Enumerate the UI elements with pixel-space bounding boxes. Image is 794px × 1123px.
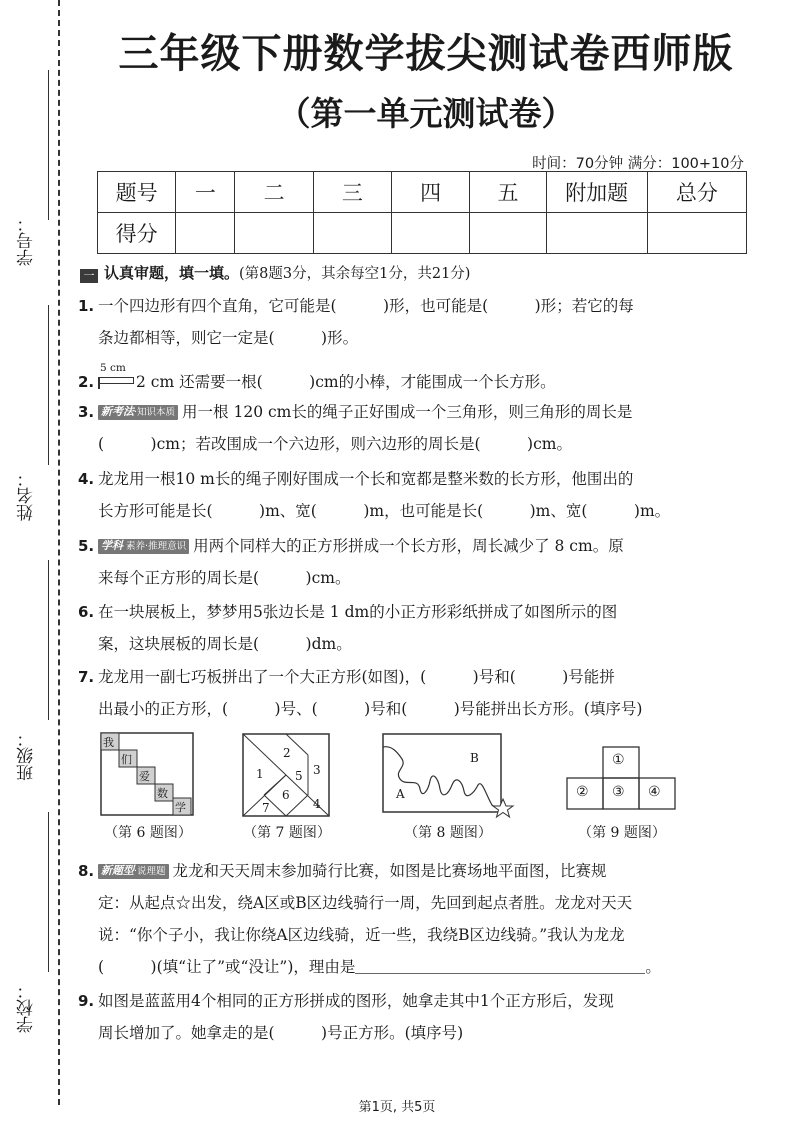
tangram-label: 6 xyxy=(282,788,290,802)
question-text: 用一根 120 cm长的绳子正好围成一个三角形，则三角形的周长是 xyxy=(182,403,633,421)
figure-6-char: 学 xyxy=(175,801,186,814)
question-text: 案，这块展板的周长是( )dm。 xyxy=(98,635,352,653)
school-field xyxy=(14,812,54,1042)
square-label: ② xyxy=(576,784,589,800)
score-header-cell: 二 xyxy=(235,172,313,213)
stick-icon xyxy=(98,377,134,384)
question-number: 8. xyxy=(78,862,95,880)
section-heading xyxy=(80,262,470,283)
score-value-row xyxy=(98,213,747,254)
score-header-cell: 附加题 xyxy=(546,172,647,213)
stick-side-icon xyxy=(98,377,100,389)
question-text: 龙龙用一副七巧板拼出了一个大正方形(如图)，( )号和( )号能拼 xyxy=(98,668,615,686)
school-label: 学校： xyxy=(17,982,37,1033)
question-text: 用两个同样大的正方形拼成一个长方形，周长减少了 8 cm。原 xyxy=(193,537,624,555)
figure-6-char: 数 xyxy=(157,787,168,800)
score-table xyxy=(97,171,747,254)
question-7 xyxy=(78,661,708,725)
reason-answer-line[interactable] xyxy=(355,955,645,974)
binding-dashed-line xyxy=(58,0,60,1105)
question-8 xyxy=(78,855,708,983)
question-text: 。 xyxy=(645,958,661,976)
class-line[interactable] xyxy=(48,560,49,720)
question-2 xyxy=(78,362,708,398)
tangram-label: 2 xyxy=(283,746,291,760)
school-line[interactable] xyxy=(48,812,49,972)
question-number: 1. xyxy=(78,297,95,315)
figure-6-char: 们 xyxy=(121,753,132,766)
name-field xyxy=(14,305,54,535)
score-header-cell: 总分 xyxy=(647,172,746,213)
question-tag: 新题型·说理题 xyxy=(98,864,169,879)
start-star-icon xyxy=(493,799,513,817)
question-text: 长方形可能是长( )m、宽( )m，也可能是长( )m、宽( )m。 xyxy=(98,502,671,520)
score-cell[interactable] xyxy=(235,213,313,254)
page-title: 三年级下册数学拔尖测试卷西师版 xyxy=(118,31,734,77)
score-header-row xyxy=(98,172,747,213)
question-5 xyxy=(78,530,708,594)
section-number-box: 一 xyxy=(80,269,98,283)
question-text: 来每个正方形的周长是( )cm。 xyxy=(98,569,351,587)
score-cell[interactable] xyxy=(176,213,235,254)
question-4 xyxy=(78,463,708,527)
question-text: 定：从起点☆出发，绕A区或B区边线骑行一周，先回到起点者胜。龙龙对天天 xyxy=(98,894,633,912)
question-number: 3. xyxy=(78,403,95,421)
question-text: ( )cm；若改围成一个六边形，则六边形的周长是( )cm。 xyxy=(98,435,572,453)
score-header-cell: 四 xyxy=(392,172,470,213)
tangram-label: 4 xyxy=(313,797,321,811)
class-label: 班级： xyxy=(17,730,37,781)
figure-9-caption: （第 9 题图） xyxy=(578,825,666,841)
question-tag: 学科 素养·推理意识 xyxy=(98,539,189,554)
question-text: 说：“你个子小，我让你绕A区边线骑，近一些，我绕B区边线骑。”我认为龙龙 xyxy=(98,926,625,944)
score-header-cell: 题号 xyxy=(98,172,176,213)
question-tag: 新考法·知识本质 xyxy=(98,405,178,420)
figure-8-field xyxy=(382,733,516,819)
question-number: 6. xyxy=(78,603,95,621)
question-number: 5. xyxy=(78,537,95,555)
question-text: ( )(填“让了”或“没让”)，理由是 xyxy=(98,958,356,976)
question-text: 周长增加了。她拿走的是( )号正方形。(填序号) xyxy=(98,1024,464,1042)
question-number: 4. xyxy=(78,470,95,488)
square-label: ④ xyxy=(648,784,661,800)
figure-8 xyxy=(382,733,516,819)
question-text: 如图是蓝蓝用4个相同的正方形拼成的图形，她拿走其中1个正方形后，发现 xyxy=(98,992,614,1010)
square-label: ① xyxy=(612,752,625,768)
question-3 xyxy=(78,396,708,460)
tangram-label: 7 xyxy=(262,801,270,815)
page-footer: 第1页, 共5页 xyxy=(358,1100,436,1115)
student-id-field xyxy=(14,70,54,266)
question-number: 7. xyxy=(78,668,95,686)
question-1 xyxy=(78,290,708,354)
score-header-cell: 一 xyxy=(176,172,235,213)
figure-6-caption: （第 6 题图） xyxy=(104,825,192,841)
question-text: 条边都相等，则它一定是( )形。 xyxy=(98,329,359,347)
square-label: ③ xyxy=(612,784,625,800)
figure-9 xyxy=(566,746,678,812)
tangram-label: 3 xyxy=(313,763,321,777)
question-text: 2 cm 还需要一根( )cm的小棒，才能围成一个长方形。 xyxy=(136,373,556,391)
section-note: (第8题3分，其余每空1分，共21分) xyxy=(239,266,471,282)
score-header-cell: 五 xyxy=(470,172,546,213)
figure-8-caption: （第 8 题图） xyxy=(404,825,492,841)
page-subtitle: （第一单元测试卷） xyxy=(277,94,575,133)
score-cell[interactable] xyxy=(313,213,391,254)
region-a-label: A xyxy=(396,787,405,801)
figure-6 xyxy=(100,732,196,818)
student-id-label: 学号： xyxy=(17,215,37,266)
score-cell[interactable] xyxy=(470,213,546,254)
figure-6-char: 爱 xyxy=(139,770,150,783)
question-text: 出最小的正方形，( )号、( )号和( )号能拼出长方形。(填序号) xyxy=(98,700,643,718)
question-number: 2. xyxy=(78,373,95,391)
question-6 xyxy=(78,596,708,660)
question-text: 一个四边形有四个直角，它可能是( )形，也可能是( )形；若它的每 xyxy=(98,297,634,315)
name-line[interactable] xyxy=(48,305,49,465)
name-label: 姓名： xyxy=(17,470,37,521)
tangram-label: 1 xyxy=(256,767,264,781)
figure-7 xyxy=(242,733,332,819)
tangram-label: 5 xyxy=(295,769,303,783)
figure-7-caption: （第 7 题图） xyxy=(243,825,331,841)
score-row-label: 得分 xyxy=(98,213,176,254)
time-info: 时间：70分钟 满分：100+10分 xyxy=(532,156,744,172)
section-title: 认真审题，填一填。 xyxy=(104,264,240,282)
question-9 xyxy=(78,985,708,1049)
score-header-cell: 三 xyxy=(313,172,391,213)
stick-length-label: 5 cm xyxy=(100,362,126,374)
question-text: 龙龙用一根10 m长的绳子刚好围成一个长和宽都是整米数的长方形，他围出的 xyxy=(98,470,634,488)
class-field xyxy=(14,560,54,790)
question-text: 龙龙和天天周末参加骑行比赛，如图是比赛场地平面图，比赛规 xyxy=(172,862,607,880)
student-id-line[interactable] xyxy=(48,70,49,220)
question-number: 9. xyxy=(78,992,95,1010)
score-cell[interactable] xyxy=(546,213,647,254)
question-text: 在一块展板上，梦梦用5张边长是 1 dm的小正方形彩纸拼成了如图所示的图 xyxy=(98,603,618,621)
score-cell[interactable] xyxy=(647,213,746,254)
score-cell[interactable] xyxy=(392,213,470,254)
region-b-label: B xyxy=(470,751,479,765)
stick-figure xyxy=(98,362,136,388)
figure-6-char: 我 xyxy=(103,736,114,749)
